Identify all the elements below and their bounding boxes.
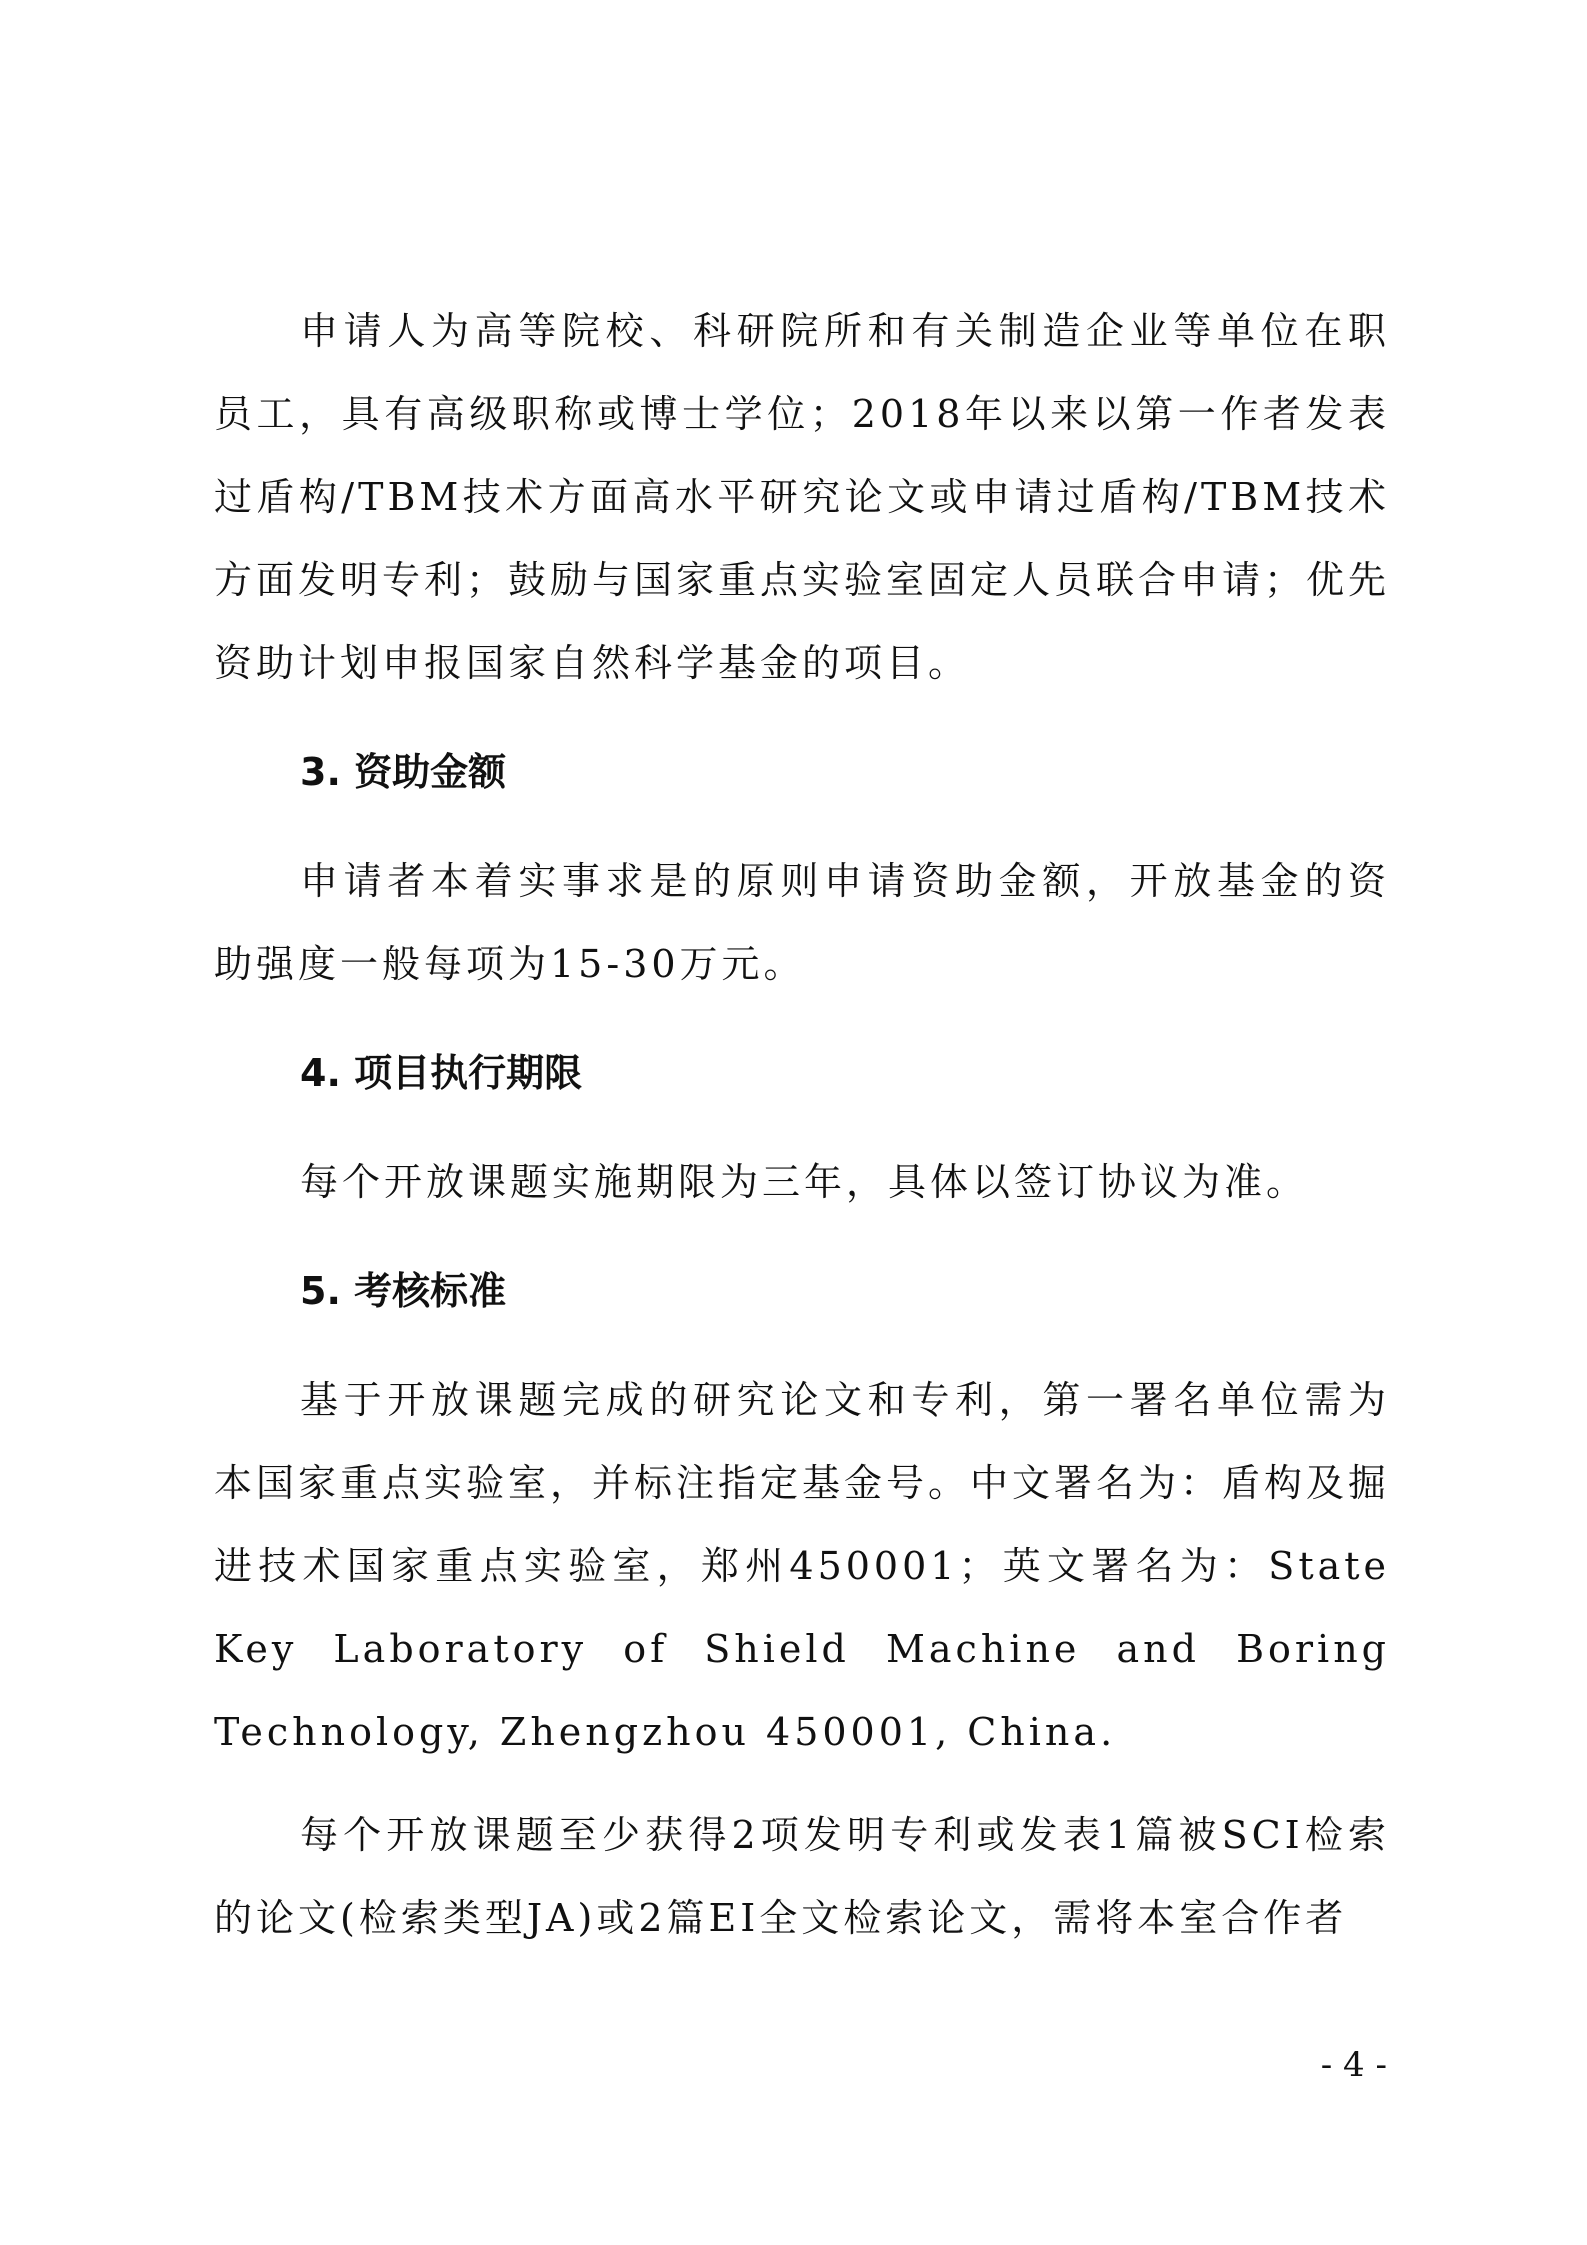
- heading-funding-amount: 3. 资助金额: [300, 750, 507, 794]
- paragraph-project-duration: 每个开放课题实施期限为三年，具体以签订协议为准。: [300, 1160, 1309, 1204]
- heading-project-duration: 4. 项目执行期限: [300, 1051, 583, 1095]
- paragraph-assessment-attribution: 基于开放课题完成的研究论文和专利，第一署名单位需为本国家重点实验室，并标注指定基金号。中文署名为：盾构及掘进技术国家重点实验室，郑州450001；英文署名为：State Key Laboratory of Shield Machine and Boring Technology, Zhengzhou 450001, China.: [214, 1378, 1391, 1754]
- paragraph-spacer: [214, 1774, 1390, 1794]
- paragraph-funding-amount: 申请者本着实事求是的原则申请资助金额，开放基金的资助强度一般每项为15-30万元。: [214, 859, 1390, 986]
- paragraph-applicant-requirements: 申请人为高等院校、科研院所和有关制造企业等单位在职员工，具有高级职称或博士学位；2018年以来以第一作者发表过盾构/TBM技术方面高水平研究论文或申请过盾构/TBM技术方面发明专利；鼓励与国家重点实验室固定人员联合申请；优先资助计划申报国家自然科学基金的项目。: [214, 309, 1391, 685]
- heading-assessment: 5. 考核标准: [300, 1269, 507, 1313]
- page-number: - 4 -: [1320, 2045, 1387, 2085]
- paragraph-assessment-output: 每个开放课题至少获得2项发明专利或发表1篇被SCI检索的论文(检索类型JA)或2篇EI全文检索论文，需将本室合作者: [214, 1813, 1390, 1940]
- document-body: [214, 290, 1390, 1960]
